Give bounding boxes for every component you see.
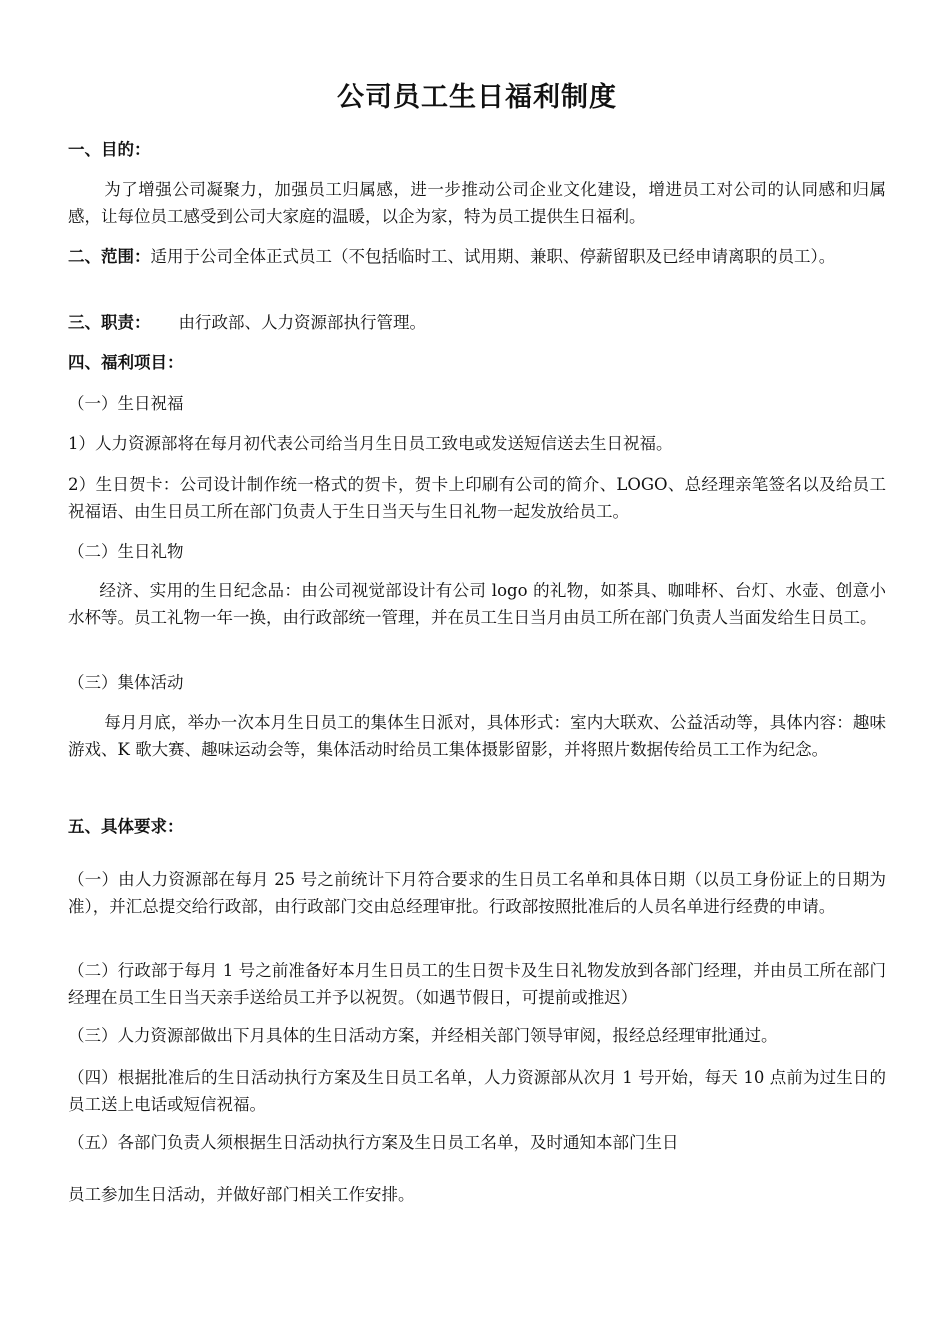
purpose-body: 为了增强公司凝聚力，加强员工归属感，进一步推动公司企业文化建设，增进员工对公司的认同感和归属感，让每位员工感受到公司大家庭的温暖，以企为家，特为员工提供生日福利。 <box>68 180 886 226</box>
requirement-item-5-line-2: 员工参加生日活动，并做好部门相关工作安排。 <box>68 1185 415 1204</box>
benefits-heading: 四、福利项目： <box>68 353 184 372</box>
wishes-item-1: 1）人力资源部将在每月初代表公司给当月生日员工致电或发送短信送去生日祝福。 <box>68 434 673 453</box>
duty-paragraph <box>68 309 886 336</box>
scope-heading: 二、范围： <box>68 247 151 266</box>
purpose-heading: 一、目的： <box>68 140 151 159</box>
duty-heading: 三、职责： <box>68 313 151 332</box>
requirement-item-3: （三）人力资源部做出下月具体的生日活动方案，并经相关部门领导审阅，报经总经理审批通过。 <box>68 1026 778 1045</box>
requirement-item-1: （一）由人力资源部在每月 25 号之前统计下月符合要求的生日员工名单和具体日期（以员工身份证上的日期为准），并汇总提交给行政部，由行政部门交由总经理审批。行政部按照批准后的人员名单进行经费的申请。 <box>68 870 886 916</box>
scope-body: 适用于公司全体正式员工（不包括临时工、试用期、兼职、停薪留职及已经申请离职的员工）。 <box>150 247 836 266</box>
duty-body: 由行政部、人力资源部执行管理。 <box>178 313 426 332</box>
gift-title: （二）生日礼物 <box>68 542 184 561</box>
gift-body: 经济、实用的生日纪念品：由公司视觉部设计有公司 logo 的礼物，如茶具、咖啡杯、台灯、水壶、创意小水杯等。员工礼物一年一换，由行政部统一管理，并在员工生日当月由员工所在部门负责人当面发给生日员工。 <box>68 581 886 627</box>
scope-paragraph <box>68 243 886 270</box>
wishes-title: （一）生日祝福 <box>68 394 184 413</box>
purpose-heading-line <box>68 136 886 163</box>
requirement-item-5-line-1: （五）各部门负责人须根据生日活动执行方案及生日员工名单，及时通知本部门生日 <box>68 1133 679 1152</box>
requirements-heading-line <box>68 813 886 840</box>
activity-title: （三）集体活动 <box>68 673 184 692</box>
document-title: 公司员工生日福利制度 <box>337 82 617 113</box>
requirements-heading: 五、具体要求： <box>68 817 184 836</box>
requirement-item-4: （四）根据批准后的生日活动执行方案及生日员工名单，人力资源部从次月 1 号开始，每天 10 点前为过生日的员工送上电话或短信祝福。 <box>68 1068 886 1114</box>
requirement-item-2: （二）行政部于每月 1 号之前准备好本月生日员工的生日贺卡及生日礼物发放到各部门经理，并由员工所在部门经理在员工生日当天亲手送给员工并予以祝贺。（如遇节假日，可提前或推迟） <box>68 961 886 1007</box>
wishes-item-2: 2）生日贺卡：公司设计制作统一格式的贺卡，贺卡上印刷有公司的简介、LOGO、总经理亲笔签名以及给员工祝福语、由生日员工所在部门负责人于生日当天与生日礼物一起发放给员工。 <box>68 475 886 521</box>
activity-body: 每月月底，举办一次本月生日员工的集体生日派对，具体形式：室内大联欢、公益活动等，具体内容：趣味游戏、K 歌大赛、趣味运动会等，集体活动时给员工集体摄影留影，并将照片数据传给员工工作为纪念。 <box>68 713 886 759</box>
benefits-heading-line <box>68 349 886 376</box>
